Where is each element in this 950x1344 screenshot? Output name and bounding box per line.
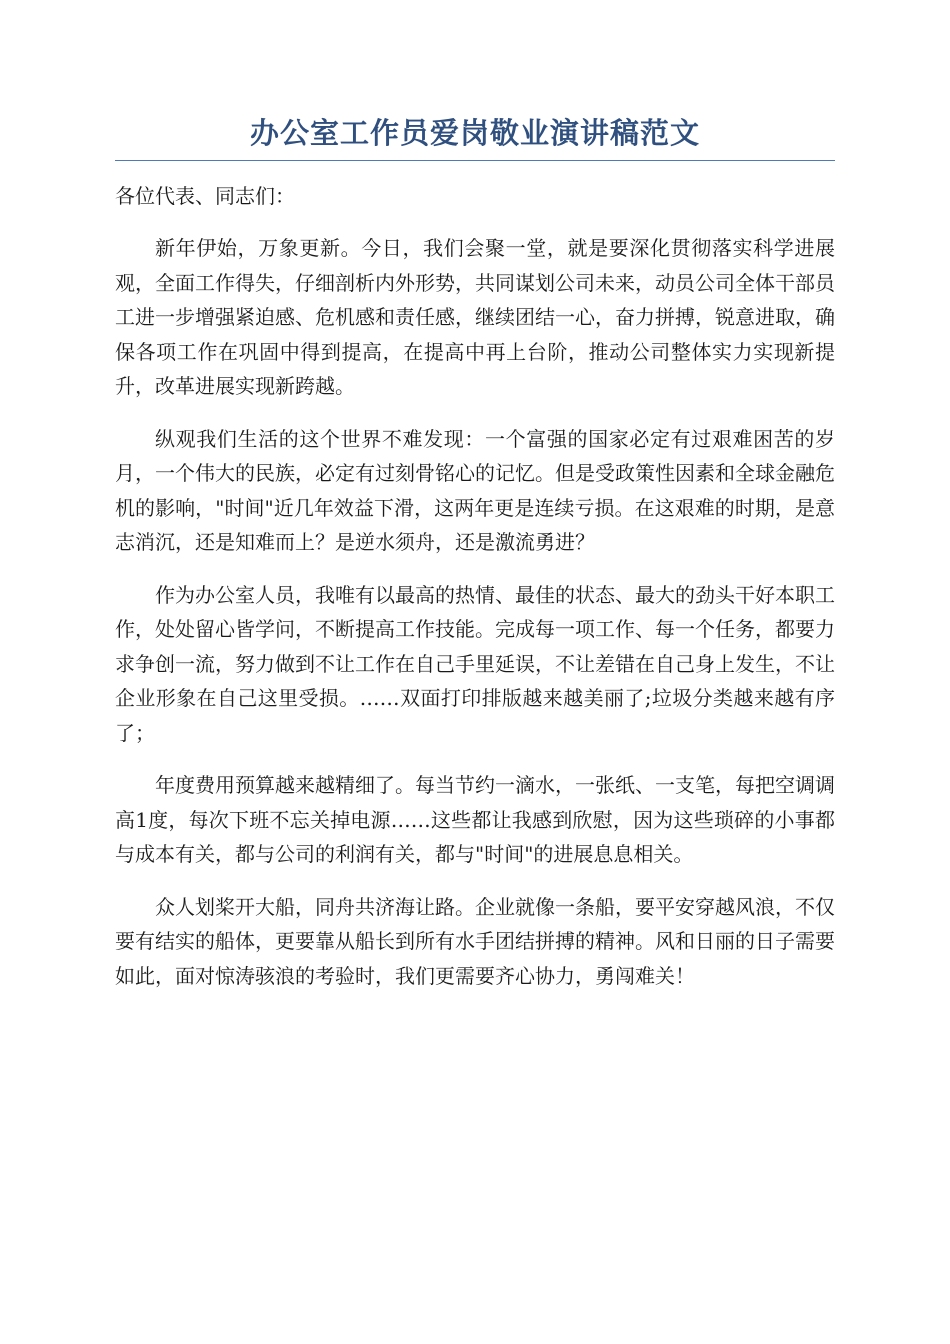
salutation: 各位代表、同志们： [115,184,295,208]
paragraph-4: 年度费用预算越来越精细了。每当节约一滴水，一张纸、一支笔，每把空调调高1度，每次下班不忘关掉电源……这些都让我感到欣慰，因为这些琐碎的小事都与成本有关，都与公司的利润有关，都与"时间"的进展息息相关。 [115,773,835,866]
document-page [115,108,835,993]
paragraph-2: 纵观我们生活的这个世界不难发现：一个富强的国家必定有过艰难困苦的岁月，一个伟大的民族，必定有过刻骨铭心的记忆。但是受政策性因素和全球金融危机的影响，"时间"近几年效益下滑，这两年更是连续亏损。在这艰难的时期，是意志消沉，还是知难而上？是逆水须舟，还是激流勇进？ [115,426,835,554]
paragraph-5: 众人划桨开大船，同舟共济海让路。企业就像一条船，要平安穿越风浪，不仅要有结实的船体，更要靠从船长到所有水手团结拼搏的精神。风和日丽的日子需要如此，面对惊涛骇浪的考验时，我们更需要齐心协力，勇闯难关！ [115,894,835,988]
document-title: 办公室工作员爱岗敬业演讲稿范文 [115,108,835,161]
paragraph-3: 作为办公室人员，我唯有以最高的热情、最佳的状态、最大的劲头干好本职工作，处处留心皆学问，不断提高工作技能。完成每一项工作、每一个任务，都要力求争创一流，努力做到不让工作在自己手里延误，不让差错在自己身上发生，不让企业形象在自己这里受损。……双面打印排版越来越美丽了;垃圾分类越来越有序了； [115,582,835,745]
paragraph-1: 新年伊始，万象更新。今日，我们会聚一堂，就是要深化贯彻落实科学进展观，全面工作得失，仔细剖析内外形势，共同谋划公司未来，动员公司全体干部员工进一步增强紧迫感、危机感和责任感，继续团结一心，奋力拼搏，锐意进取，确保各项工作在巩固中得到提高，在提高中再上台阶，推动公司整体实力实现新提升，改革进展实现新跨越。 [115,236,835,398]
